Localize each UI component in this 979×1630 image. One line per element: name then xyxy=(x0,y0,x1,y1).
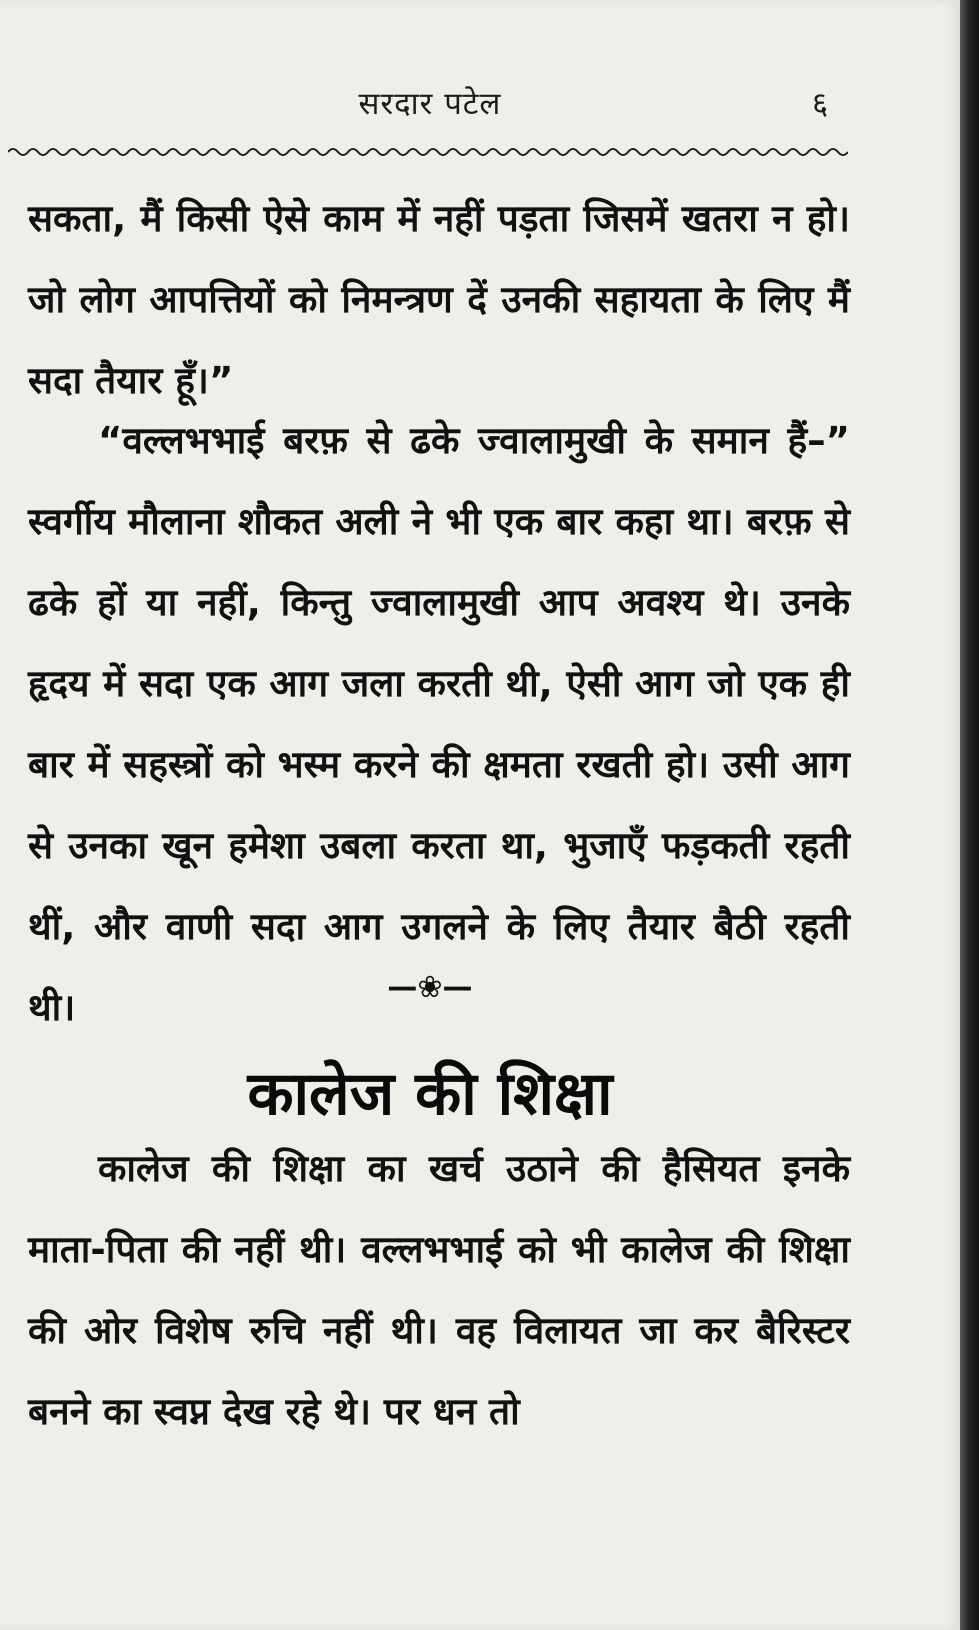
paragraph-college-text: कालेज की शिक्षा का खर्च उठाने की हैसियत इनके माता-पिता की नहीं थी। वल्लभभाई को भी कालेज की शिक्षा की ओर विशेष रुचि नहीं थी। वह विलायत जा कर बैरिस्टर बनने का स्वप्न देख रहे थे। पर धन तो xyxy=(28,1147,850,1433)
page-header xyxy=(0,82,900,132)
paragraph-continued: सकता, मैं किसी ऐसे काम में नहीं पड़ता जिसमें खतरा न हो। जो लोग आपत्तियों को निमन्त्रण दें उनकी सहायता के लिए मैं सदा तैयार हूँ।” xyxy=(28,197,850,402)
book-binding-edge xyxy=(960,0,979,1630)
paragraph-college xyxy=(28,1128,850,1452)
section-divider-ornament: —❀— xyxy=(387,970,473,1005)
paragraph-quote xyxy=(28,400,850,1048)
wavy-rule-divider xyxy=(8,144,848,160)
running-title: सरदार पटेल xyxy=(358,86,502,122)
paragraph-quote-text: “वल्लभभाई बरफ़ से ढके ज्वालामुखी के समान हैं–” स्वर्गीय मौलाना शौकत अली ने भी एक बार कहा था। बरफ़ से ढके हों या नहीं, किन्तु ज्वालामुखी आप अवश्य थे। उनके हृदय में सदा एक आग जला करती थी, ऐसी आग जो एक ही बार में सहस्त्रों को भस्म करने की क्षमता रखती हो। उसी आग से उनका खून हमेशा उबला करता था, भुजाएँ फड़कती रहती थीं, और वाणी सदा आग उगलने के लिए तैयार बैठी रहती थी। xyxy=(28,419,850,1029)
section-heading: कालेज की शिक्षा xyxy=(247,1059,613,1129)
page-number: ६ xyxy=(812,86,829,122)
